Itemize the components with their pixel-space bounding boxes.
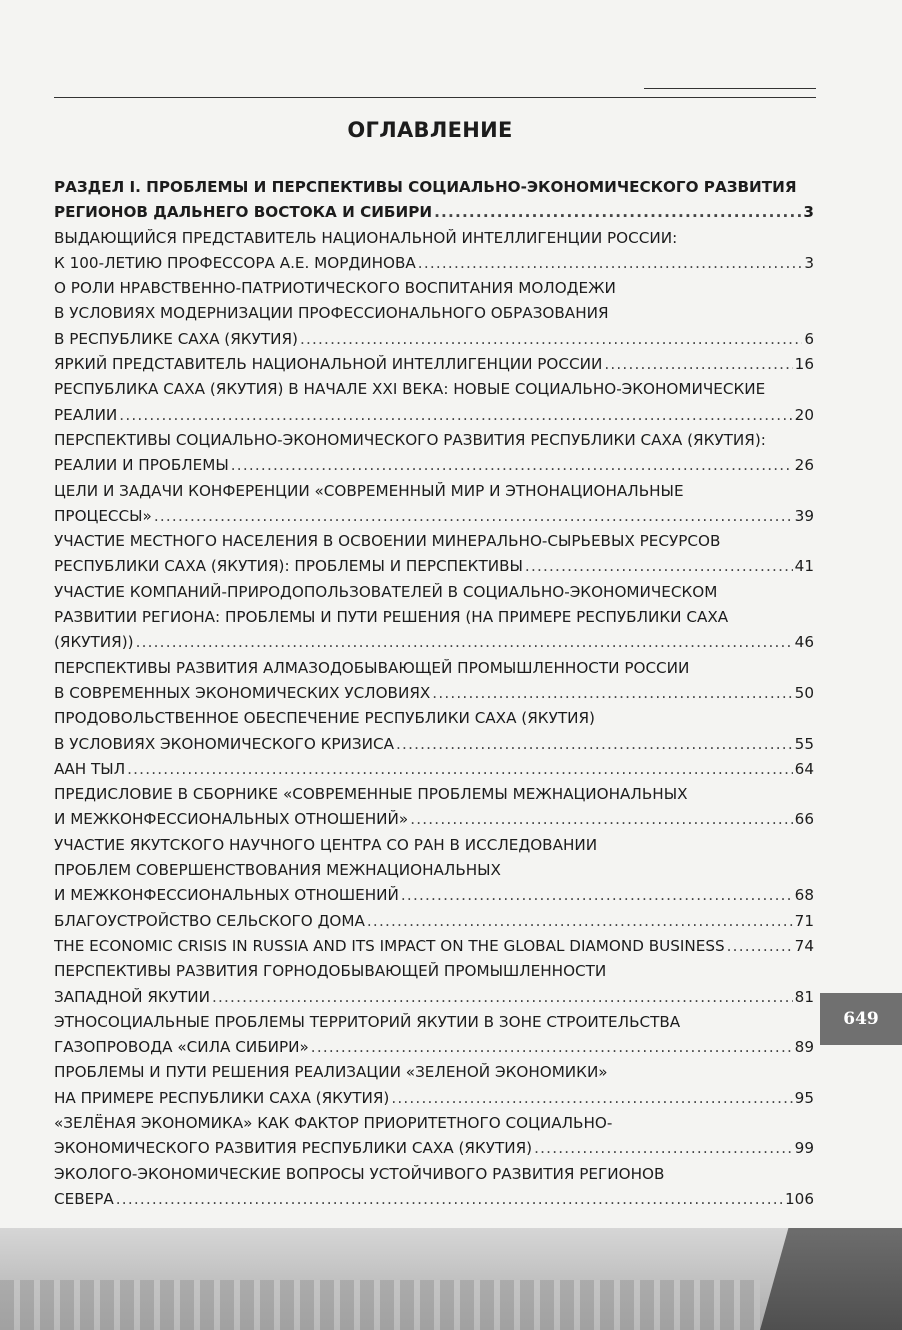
dot-leader (534, 1136, 793, 1161)
toc-entry-title-line: ААН ТЫЛ (54, 759, 126, 778)
footer-dark-block (760, 1228, 902, 1330)
toc-entry (54, 276, 814, 352)
toc-entry-title-line: ЗАПАДНОЙ ЯКУТИИ (54, 987, 210, 1006)
toc-page-number: 71 (794, 911, 814, 930)
toc-entry (54, 1162, 814, 1213)
toc-page-number: 66 (794, 810, 814, 829)
page-number-tab: 649 (820, 993, 902, 1045)
toc-entry (54, 959, 814, 1010)
toc-entry-title-line: РАЗДЕЛ I. ПРОБЛЕМЫ И ПЕРСПЕКТИВЫ СОЦИАЛЬНО-ЭКОНОМИЧЕСКОГО РАЗВИТИЯ (54, 178, 797, 196)
dot-leader (154, 504, 793, 529)
toc-page-number: 3 (804, 253, 814, 272)
toc-entry-title-line: БЛАГОУСТРОЙСТВО СЕЛЬСКОГО ДОМА (54, 911, 365, 930)
toc-entry-last-line (54, 403, 814, 428)
toc-page-number: 46 (794, 633, 814, 652)
dot-leader (116, 1187, 783, 1212)
toc-entry-title-line: В УСЛОВИЯХ ЭКОНОМИЧЕСКОГО КРИЗИСА (54, 734, 395, 753)
toc-entry (54, 529, 814, 580)
dot-leader (418, 251, 803, 276)
dot-leader (432, 681, 792, 706)
toc-entry (54, 428, 814, 479)
dot-leader (727, 934, 793, 959)
dot-leader (127, 757, 793, 782)
toc-entry-title-line: THE ECONOMIC CRISIS IN RUSSIA AND ITS IMPACT ON THE GLOBAL DIAMOND BUSINESS (54, 936, 725, 955)
footer-stripes (0, 1280, 760, 1330)
toc-entry (54, 706, 814, 757)
toc-entry-last-line (54, 1187, 814, 1212)
dot-leader (396, 732, 793, 757)
toc-entry-last-line (54, 681, 814, 706)
toc-entry-title-line: РАЗВИТИИ РЕГИОНА: ПРОБЛЕМЫ И ПУТИ РЕШЕНИЯ (НА ПРИМЕРЕ РЕСПУБЛИКИ САХА (54, 608, 729, 627)
toc-entry-title-line: В СОВРЕМЕННЫХ ЭКОНОМИЧЕСКИХ УСЛОВИЯХ (54, 683, 431, 702)
toc-page-number: 50 (794, 683, 814, 702)
toc-entry (54, 833, 814, 909)
dot-leader (311, 1035, 793, 1060)
toc-entry-title-line: ЦЕЛИ И ЗАДАЧИ КОНФЕРЕНЦИИ «СОВРЕМЕННЫЙ МИР И ЭТНОНАЦИОНАЛЬНЫЕ (54, 481, 684, 500)
toc-entry-title-line: ЯРКИЙ ПРЕДСТАВИТЕЛЬ НАЦИОНАЛЬНОЙ ИНТЕЛЛИГЕНЦИИ РОССИИ (54, 355, 603, 374)
toc-entry-title-line: УЧАСТИЕ КОМПАНИЙ-ПРИРОДОПОЛЬЗОВАТЕЛЕЙ В СОЦИАЛЬНО-ЭКОНОМИЧЕСКОМ (54, 582, 718, 601)
toc-page-number: 20 (794, 405, 814, 424)
toc-entry-title-line: И МЕЖКОНФЕССИОНАЛЬНЫХ ОТНОШЕНИЙ (54, 886, 399, 905)
toc-entry-last-line (54, 327, 814, 352)
toc-entry-title-line: НА ПРИМЕРЕ РЕСПУБЛИКИ САХА (ЯКУТИЯ) (54, 1088, 390, 1107)
toc-page-number: 41 (794, 557, 814, 576)
toc-entry-title-line: РЕАЛИИ И ПРОБЛЕМЫ (54, 456, 229, 475)
toc-entry-last-line (54, 251, 814, 276)
dot-leader (391, 1086, 792, 1111)
toc-entry-last-line (54, 1035, 814, 1060)
toc-entry-last-line (54, 1136, 814, 1161)
toc-entry-last-line (54, 732, 814, 757)
toc-entry-last-line (54, 630, 814, 655)
toc-entry-last-line (54, 883, 814, 908)
toc-page-number: 3 (803, 203, 814, 222)
toc-page-number: 81 (794, 987, 814, 1006)
toc-entry-last-line (54, 554, 814, 579)
footer-decoration (0, 1228, 902, 1330)
toc-entry (54, 1060, 814, 1111)
toc-entry-title-line: ПЕРСПЕКТИВЫ РАЗВИТИЯ ГОРНОДОБЫВАЮЩЕЙ ПРОМЫШЛЕННОСТИ (54, 962, 607, 981)
toc-entry-title-line: ЭКОНОМИЧЕСКОГО РАЗВИТИЯ РЕСПУБЛИКИ САХА (ЯКУТИЯ) (54, 1139, 533, 1158)
toc-entry-last-line (54, 807, 814, 832)
toc-entry (54, 934, 814, 959)
dot-leader (212, 985, 793, 1010)
dot-leader (136, 630, 793, 655)
toc-entry-title-line: ПРОБЛЕМЫ И ПУТИ РЕШЕНИЯ РЕАЛИЗАЦИИ «ЗЕЛЕНОЙ ЭКОНОМИКИ» (54, 1063, 608, 1082)
toc-page-number: 6 (804, 329, 814, 348)
toc-entry-title-line: РЕГИОНОВ ДАЛЬНЕГО ВОСТОКА И СИБИРИ (54, 203, 433, 222)
toc-entry-title-line: РЕАЛИИ (54, 405, 118, 424)
toc-entry (54, 656, 814, 707)
toc-page-number: 99 (794, 1139, 814, 1158)
toc-entry-title-line: УЧАСТИЕ МЕСТНОГО НАСЕЛЕНИЯ В ОСВОЕНИИ МИНЕРАЛЬНО-СЫРЬЕВЫХ РЕСУРСОВ (54, 532, 721, 551)
toc-entry-title-line: СЕВЕРА (54, 1189, 114, 1208)
toc-page-number: 68 (794, 886, 814, 905)
toc-entry (54, 1010, 814, 1061)
toc-entry-title-line: И МЕЖКОНФЕССИОНАЛЬНЫХ ОТНОШЕНИЙ» (54, 810, 409, 829)
toc-entry-last-line (54, 909, 814, 934)
toc-entry-title-line: В УСЛОВИЯХ МОДЕРНИЗАЦИИ ПРОФЕССИОНАЛЬНОГО ОБРАЗОВАНИЯ (54, 304, 609, 323)
header-rule-short (644, 88, 816, 89)
toc-page-number: 89 (794, 1038, 814, 1057)
toc-entry (54, 352, 814, 377)
toc-entry-last-line (54, 504, 814, 529)
toc-entry (54, 909, 814, 934)
toc-entry (54, 757, 814, 782)
dot-leader (401, 883, 793, 908)
toc-entry-title-line: ВЫДАЮЩИЙСЯ ПРЕДСТАВИТЕЛЬ НАЦИОНАЛЬНОЙ ИНТЕЛЛИГЕНЦИИ РОССИИ: (54, 228, 678, 247)
header-rule (54, 97, 816, 98)
dot-leader (525, 554, 793, 579)
dot-leader (604, 352, 792, 377)
toc-entry-last-line (54, 757, 814, 782)
toc-entry (54, 226, 814, 277)
toc-entry-last-line (54, 1086, 814, 1111)
dot-leader (119, 403, 792, 428)
toc-entry-title-line: ПЕРСПЕКТИВЫ СОЦИАЛЬНО-ЭКОНОМИЧЕСКОГО РАЗВИТИЯ РЕСПУБЛИКИ САХА (ЯКУТИЯ): (54, 430, 766, 449)
toc-entry-title-line: ЭТНОСОЦИАЛЬНЫЕ ПРОБЛЕМЫ ТЕРРИТОРИЙ ЯКУТИИ В ЗОНЕ СТРОИТЕЛЬСТВА (54, 1012, 681, 1031)
toc-entry-title-line: «ЗЕЛЁНАЯ ЭКОНОМИКА» КАК ФАКТОР ПРИОРИТЕТНОГО СОЦИАЛЬНО- (54, 1113, 613, 1132)
toc-entry (54, 377, 814, 428)
toc-entry-title-line: К 100-ЛЕТИЮ ПРОФЕССОРА А.Е. МОРДИНОВА (54, 253, 416, 272)
toc-entry-title-line: ПЕРСПЕКТИВЫ РАЗВИТИЯ АЛМАЗОДОБЫВАЮЩЕЙ ПРОМЫШЛЕННОСТИ РОССИИ (54, 658, 690, 677)
toc-entry-title-line: УЧАСТИЕ ЯКУТСКОГО НАУЧНОГО ЦЕНТРА СО РАН В ИССЛЕДОВАНИИ (54, 835, 598, 854)
toc-entry-title-line: В РЕСПУБЛИКЕ САХА (ЯКУТИЯ) (54, 329, 298, 348)
toc-entry-title-line: ЭКОЛОГО-ЭКОНОМИЧЕСКИЕ ВОПРОСЫ УСТОЙЧИВОГО РАЗВИТИЯ РЕГИОНОВ (54, 1164, 665, 1183)
dot-leader (367, 909, 793, 934)
toc-entry-title-line: ПРОБЛЕМ СОВЕРШЕНСТВОВАНИЯ МЕЖНАЦИОНАЛЬНЫХ (54, 861, 501, 880)
toc-page-number: 106 (785, 1189, 814, 1208)
toc-page-number: 55 (794, 734, 814, 753)
toc-entry-title-line: РЕСПУБЛИКА САХА (ЯКУТИЯ) В НАЧАЛЕ XXI ВЕКА: НОВЫЕ СОЦИАЛЬНО-ЭКОНОМИЧЕСКИЕ (54, 380, 766, 399)
toc-entry-last-line (54, 352, 814, 377)
dot-leader (434, 200, 801, 225)
toc-entry-last-line (54, 453, 814, 478)
toc-entry (54, 175, 814, 226)
page-title: ОГЛАВЛЕНИЕ (347, 118, 513, 142)
toc-entry-last-line (54, 934, 814, 959)
toc-entry-title-line: О РОЛИ НРАВСТВЕННО-ПАТРИОТИЧЕСКОГО ВОСПИТАНИЯ МОЛОДЕЖИ (54, 279, 616, 298)
dot-leader (410, 807, 792, 832)
toc-entry-title-line: ПРЕДИСЛОВИЕ В СБОРНИКЕ «СОВРЕМЕННЫЕ ПРОБЛЕМЫ МЕЖНАЦИОНАЛЬНЫХ (54, 785, 688, 804)
toc-entry-title-line: (ЯКУТИЯ)) (54, 633, 134, 652)
toc-entry-title-line: ГАЗОПРОВОДА «СИЛА СИБИРИ» (54, 1038, 309, 1057)
toc-entry (54, 1111, 814, 1162)
toc-entry (54, 580, 814, 656)
toc-page-number: 64 (794, 759, 814, 778)
toc-page-number: 16 (794, 355, 814, 374)
toc-entry (54, 782, 814, 833)
toc-page-number: 26 (794, 456, 814, 475)
toc-entry-title-line: РЕСПУБЛИКИ САХА (ЯКУТИЯ): ПРОБЛЕМЫ И ПЕРСПЕКТИВЫ (54, 557, 523, 576)
toc-entry-last-line (54, 985, 814, 1010)
toc-entry (54, 479, 814, 530)
toc-page-number: 95 (794, 1088, 814, 1107)
dot-leader (231, 453, 793, 478)
toc-entry-title-line: ПРОЦЕССЫ» (54, 506, 152, 525)
toc-page-number: 74 (794, 936, 814, 955)
toc-entry-title-line: ПРОДОВОЛЬСТВЕННОЕ ОБЕСПЕЧЕНИЕ РЕСПУБЛИКИ САХА (ЯКУТИЯ) (54, 709, 595, 728)
toc-entry-last-line (54, 200, 814, 225)
table-of-contents (54, 175, 814, 1212)
dot-leader (300, 327, 802, 352)
toc-page-number: 39 (794, 506, 814, 525)
